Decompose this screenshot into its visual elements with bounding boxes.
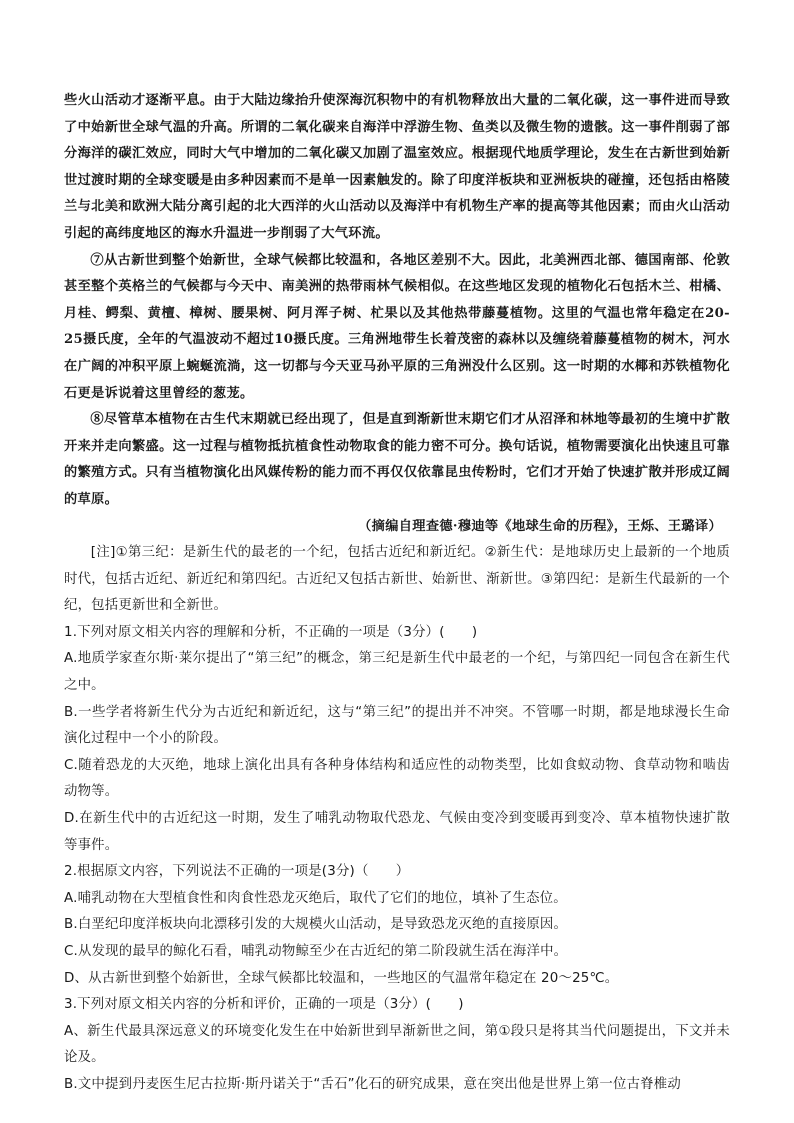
option-a: A.地质学家查尔斯·莱尔提出了“第三纪”的概念，第三纪是新生代中最老的一个纪，与第四纪一同包含在新生代之中。	[64, 651, 730, 694]
option-d: D.在新生代中的古近纪这一时期，发生了哺乳动物取代恐龙、气候由变冷到变暖再到变冷、草本植物快速扩散等事件。	[64, 811, 730, 853]
option-c: C.随着恐龙的大灭绝，地球上演化出具有各种身体结构和适应性的动物类型，比如食蚁动物、食草动物和啮齿动物等。	[64, 757, 730, 800]
passage-paragraph-continued: 些火山活动才逐渐平息。由于大陆边缘抬升使深海沉积物中的有机物释放出大量的二氧化碳，这一事件进而导致了中始新世全球气温的升高。所谓的二氧化碳来自海洋中浮游生物、鱼类以及微生物的遗骸。这一事件削弱了部分海洋的碳汇效应，同时大气中增加的二氧化碳又加剧了温室效应。根据现代地质学理论，发生在古新世到始新世过渡时期的全球变暖是由多种因素而不是单一因素触发的。除了印度洋板块和亚洲板块的碰撞，还包括由格陵兰与北美和欧洲大陆分离引起的北大西洋的火山活动以及海洋中有机物生产率的提高等其他因素；而由火山活动引起的高纬度地区的海水升温进一步削弱了大气环流。	[64, 93, 730, 241]
option-c: C.从发现的最早的鲸化石看，哺乳动物鲸至少在古近纪的第二阶段就生活在海洋中。	[64, 944, 568, 959]
question-stem: 1.下列对原文相关内容的理解和分析，不正确的一项是（3分）( )	[64, 624, 478, 640]
question-1	[64, 620, 730, 859]
passage-paragraph-8: ⑧尽管草本植物在古生代末期就已经出现了，但是直到渐新世末期它们才从沼泽和林地等最初的生境中扩散开来并走向繁盛。这一过程与植物抵抗植食性动物取食的能力密不可分。换句话说，植物需要演化出快速且可靠的繁殖方式。只有当植物演化出风媒传粉的能力而不再仅仅依靠昆虫传粉时，它们才开始了快速扩散并形成辽阔的草原。	[64, 412, 730, 507]
question-2	[64, 859, 730, 992]
option-b: B.一些学者将新生代分为古近纪和新近纪，这与“第三纪”的提出并不冲突。不管哪一时期，都是地球漫长生命演化过程中一个小的阶段。	[64, 704, 730, 747]
option-a: A、新生代最具深远意义的环境变化发生在中始新世到早渐新世之间，第①段只是将其当代问题提出，下文并未论及。	[64, 1023, 730, 1066]
option-d: D、从古新世到整个始新世，全球气候都比较温和，一些地区的气温常年稳定在 20～25℃。	[64, 970, 619, 986]
passage-source: （摘编自理查德·穆迪等《地球生命的历程》，王烁、王璐译）	[358, 518, 722, 534]
question-stem: 3.下列对原文相关内容的分析和评价，正确的一项是（3分）( )	[64, 997, 464, 1013]
passage-paragraph-7: ⑦从古新世到整个始新世，全球气候都比较温和，各地区差别不大。因此，北美洲西北部、德国南部、伦敦甚至整个英格兰的气候都与今天中、南美洲的热带雨林气候相似。在这些地区发现的植物化石包括木兰、柑橘、月桂、鳄梨、黄檀、樟树、腰果树、阿月浑子树、杧果以及其他热带藤蔓植物。这里的气温也常年稳定在20-25摄氏度，全年的气温波动不超过10摄氏度。三角洲地带生长着茂密的森林以及缠绕着藤蔓植物的树木，河水在广阔的冲积平原上蜿蜒流淌，这一切都与今天亚马孙平原的三角洲没什么区别。这一时期的水椰和苏铁植物化石更是诉说着这里曾经的葱茏。	[64, 252, 730, 401]
option-b: B.白垩纪印度洋板块向北漂移引发的大规模火山活动，是导致恐龙灭绝的直接原因。	[64, 917, 568, 933]
question-stem: 2.根据原文内容，下列说法不正确的一项是(3分)（ ）	[64, 864, 410, 880]
footnotes: [注]①第三纪：是新生代的最老的一个纪，包括古近纪和新近纪。②新生代：是地球历史上最新的一个地质时代，包括古近纪、新近纪和第四纪。古近纪又包括古新世、始新世、渐新世。③第四纪：是新生代最新的一个纪，包括更新世和全新世。	[64, 545, 730, 614]
option-b: B.文中提到丹麦医生尼古拉斯·斯丹诺关于“舌石”化石的研究成果，意在突出他是世界上第一位古脊椎动	[64, 1076, 681, 1092]
question-3	[64, 992, 730, 1098]
option-a: A.哺乳动物在大型植食性和肉食性恐龙灭绝后，取代了它们的地位，填补了生态位。	[64, 890, 567, 906]
